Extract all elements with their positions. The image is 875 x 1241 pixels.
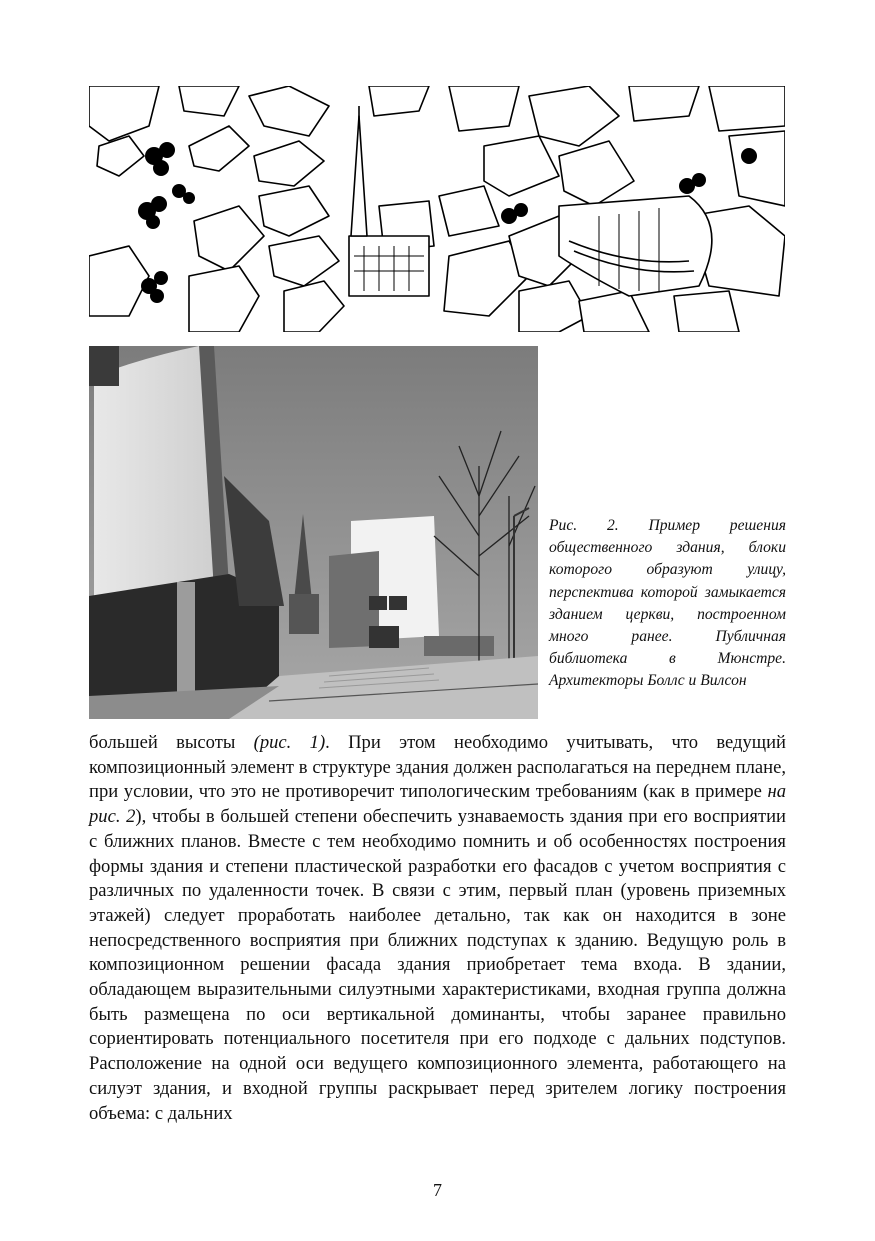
body-text-part-2: . При этом необходимо учитывать, что ведущий композиционный элемент в структуре здания должен располагаться на переднем плане, при условии, что это не противоречит типологическим требованиям (как в примере bbox=[89, 732, 786, 803]
aerial-sketch-drawing bbox=[89, 86, 785, 332]
body-text-part-3: ), чтобы в большей степени обеспечить узнаваемость здания при его восприятии с ближних планов. Вместе с тем необходимо помнить и об особенностях построения формы здания и степени пластической разработки его фасадов с учетом восприятия с различных по удаленности точек. В связи с этим, первый план (уровень приземных этажей) следует проработать наиболее детально, так как он находится в зоне непосредственного восприятия при ближних подступах к зданию. Ведущую роль в композиционном решении фасада здания приобретает тема входа. В здании, обладающем выразительными силуэтными характеристиками, входная группа должна быть размещена по оси вертикальной доминанты, чтобы заранее правильно сориентировать потенциального посетителя при его подходе с дальних подступов. Расположение на одной оси ведущего композиционного элемента, работающего на силуэт здания, и входной группы раскрывает перед зрителем логику построения объема: с дальних bbox=[89, 806, 786, 1124]
body-paragraph bbox=[89, 731, 786, 1126]
figure-reference-1: (рис. 1) bbox=[253, 732, 326, 753]
library-munster-photo bbox=[89, 346, 538, 719]
aerial-city-sketch bbox=[89, 86, 785, 332]
body-text-part-1: большей высоты bbox=[89, 732, 254, 753]
figure-caption: Рис. 2. Пример решения общественного здания, блоки которого образуют улицу, перспектива которой замыкается зданием церкви, построенном много ранее. Публичная библиотека в Мюнстре. Архитекторы Боллс и Вилсон bbox=[549, 517, 786, 690]
page-number: 7 bbox=[433, 1180, 442, 1200]
library-photo-drawing bbox=[89, 346, 538, 719]
figure-reference-2: на рис. 2 bbox=[89, 781, 786, 828]
